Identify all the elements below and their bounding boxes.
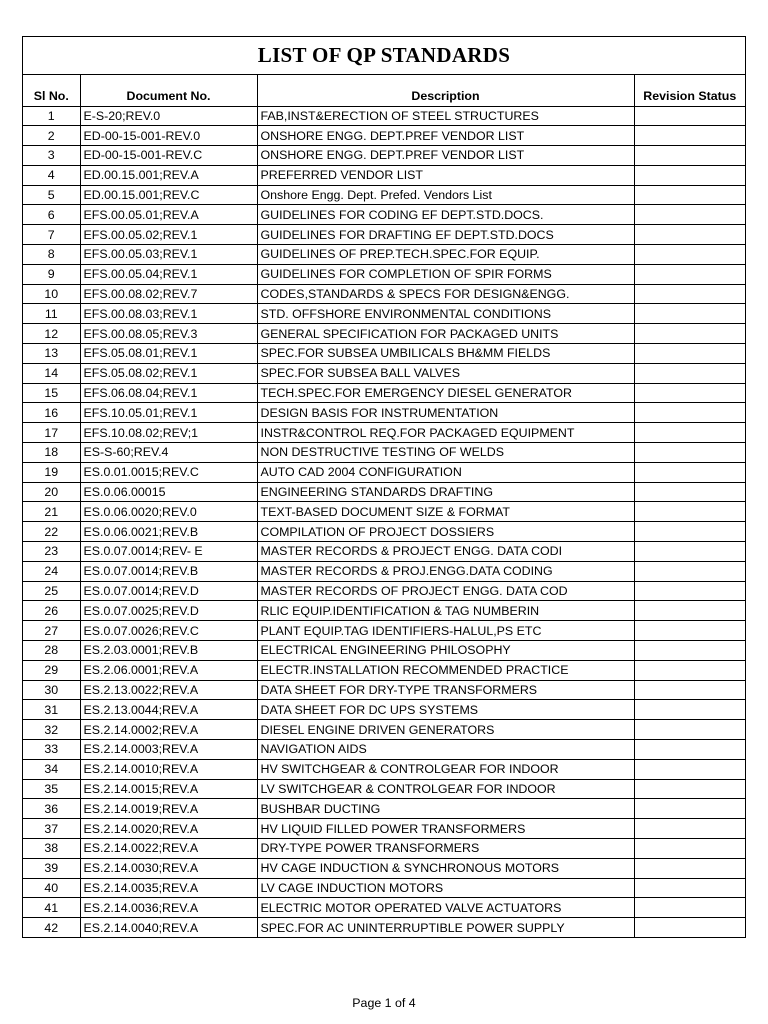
revision-status-cell (634, 165, 745, 185)
description-cell: ONSHORE ENGG. DEPT.PREF VENDOR LIST (257, 126, 634, 146)
document-no-cell: ES.2.13.0044;REV.A (80, 700, 257, 720)
document-no-cell: ES.2.14.0030;REV.A (80, 858, 257, 878)
description-cell: DATA SHEET FOR DC UPS SYSTEMS (257, 700, 634, 720)
description-cell: INSTR&CONTROL REQ.FOR PACKAGED EQUIPMENT (257, 423, 634, 443)
table-row (23, 660, 745, 680)
revision-status-cell (634, 304, 745, 324)
revision-status-cell (634, 363, 745, 383)
revision-status-cell (634, 462, 745, 482)
description-cell: ELECTRIC MOTOR OPERATED VALVE ACTUATORS (257, 898, 634, 918)
header-revision-status: Revision Status (634, 75, 745, 106)
document-no-cell: EFS.10.05.01;REV.1 (80, 403, 257, 423)
document-no-cell: ES.2.06.0001;REV.A (80, 660, 257, 680)
table-row (23, 304, 745, 324)
sl-no-cell: 12 (23, 324, 80, 344)
sl-no-cell: 39 (23, 858, 80, 878)
document-no-cell: EFS.00.05.04;REV.1 (80, 264, 257, 284)
description-cell: LV CAGE INDUCTION MOTORS (257, 878, 634, 898)
document-no-cell: ED.00.15.001;REV.A (80, 165, 257, 185)
description-cell: LV SWITCHGEAR & CONTROLGEAR FOR INDOOR (257, 779, 634, 799)
revision-status-cell (634, 799, 745, 819)
sl-no-cell: 28 (23, 641, 80, 661)
table-row (23, 641, 745, 661)
document-no-cell: ES.0.06.00015 (80, 482, 257, 502)
table-row (23, 581, 745, 601)
table-row (23, 165, 745, 185)
revision-status-cell (634, 205, 745, 225)
description-cell: DESIGN BASIS FOR INSTRUMENTATION (257, 403, 634, 423)
revision-status-cell (634, 522, 745, 542)
revision-status-cell (634, 264, 745, 284)
table-row (23, 898, 745, 918)
table-row (23, 799, 745, 819)
revision-status-cell (634, 700, 745, 720)
table-row (23, 146, 745, 166)
revision-status-cell (634, 878, 745, 898)
document-no-cell: ES.2.13.0022;REV.A (80, 680, 257, 700)
description-cell: Onshore Engg. Dept. Prefed. Vendors List (257, 185, 634, 205)
document-no-cell: EFS.00.08.03;REV.1 (80, 304, 257, 324)
sl-no-cell: 15 (23, 383, 80, 403)
table-row (23, 858, 745, 878)
document-no-cell: ES.0.07.0014;REV.D (80, 581, 257, 601)
document-no-cell: ES-S-60;REV.4 (80, 443, 257, 463)
revision-status-cell (634, 344, 745, 364)
revision-status-cell (634, 858, 745, 878)
document-no-cell: EFS.05.08.01;REV.1 (80, 344, 257, 364)
table-row (23, 383, 745, 403)
revision-status-cell (634, 126, 745, 146)
revision-status-cell (634, 225, 745, 245)
sl-no-cell: 25 (23, 581, 80, 601)
description-cell: STD. OFFSHORE ENVIRONMENTAL CONDITIONS (257, 304, 634, 324)
revision-status-cell (634, 898, 745, 918)
description-cell: COMPILATION OF PROJECT DOSSIERS (257, 522, 634, 542)
document-no-cell: ES.2.14.0010;REV.A (80, 759, 257, 779)
description-cell: PREFERRED VENDOR LIST (257, 165, 634, 185)
document-no-cell: EFS.05.08.02;REV.1 (80, 363, 257, 383)
description-cell: ELECTRICAL ENGINEERING PHILOSOPHY (257, 641, 634, 661)
description-cell: GENERAL SPECIFICATION FOR PACKAGED UNITS (257, 324, 634, 344)
table-row (23, 205, 745, 225)
document-no-cell: ES.2.14.0003;REV.A (80, 740, 257, 760)
revision-status-cell (634, 542, 745, 562)
document-no-cell: ES.2.14.0002;REV.A (80, 720, 257, 740)
page-footer: Page 1 of 4 (352, 996, 416, 1010)
table-row (23, 819, 745, 839)
header-sl-no: Sl No. (23, 75, 80, 106)
table-row (23, 601, 745, 621)
sl-no-cell: 3 (23, 146, 80, 166)
table-row (23, 482, 745, 502)
description-cell: TEXT-BASED DOCUMENT SIZE & FORMAT (257, 502, 634, 522)
table-row (23, 443, 745, 463)
sl-no-cell: 27 (23, 621, 80, 641)
description-cell: AUTO CAD 2004 CONFIGURATION (257, 462, 634, 482)
revision-status-cell (634, 819, 745, 839)
revision-status-cell (634, 185, 745, 205)
document-no-cell: ES.2.14.0036;REV.A (80, 898, 257, 918)
table-row (23, 284, 745, 304)
sl-no-cell: 10 (23, 284, 80, 304)
document-no-cell: ES.0.06.0021;REV.B (80, 522, 257, 542)
table-body (23, 106, 745, 937)
description-cell: GUIDELINES FOR COMPLETION OF SPIR FORMS (257, 264, 634, 284)
table-row (23, 621, 745, 641)
table-row (23, 423, 745, 443)
sl-no-cell: 37 (23, 819, 80, 839)
description-cell: GUIDELINES OF PREP.TECH.SPEC.FOR EQUIP. (257, 245, 634, 265)
description-cell: DRY-TYPE POWER TRANSFORMERS (257, 838, 634, 858)
sl-no-cell: 40 (23, 878, 80, 898)
document-no-cell: EFS.00.08.05;REV.3 (80, 324, 257, 344)
revision-status-cell (634, 838, 745, 858)
revision-status-cell (634, 680, 745, 700)
sl-no-cell: 4 (23, 165, 80, 185)
sl-no-cell: 7 (23, 225, 80, 245)
standards-table (23, 75, 745, 937)
table-row (23, 363, 745, 383)
table-row (23, 106, 745, 126)
table-row (23, 245, 745, 265)
table-row (23, 185, 745, 205)
table-row (23, 720, 745, 740)
table-header-row (23, 75, 745, 106)
table-row (23, 838, 745, 858)
revision-status-cell (634, 581, 745, 601)
document-no-cell: ES.2.14.0019;REV.A (80, 799, 257, 819)
table-row (23, 264, 745, 284)
sl-no-cell: 8 (23, 245, 80, 265)
revision-status-cell (634, 403, 745, 423)
document-no-cell: ES.2.14.0035;REV.A (80, 878, 257, 898)
sl-no-cell: 26 (23, 601, 80, 621)
document-no-cell: ES.0.01.0015;REV.C (80, 462, 257, 482)
table-row (23, 522, 745, 542)
sl-no-cell: 16 (23, 403, 80, 423)
description-cell: SPEC.FOR SUBSEA BALL VALVES (257, 363, 634, 383)
revision-status-cell (634, 482, 745, 502)
revision-status-cell (634, 502, 745, 522)
sl-no-cell: 13 (23, 344, 80, 364)
document-no-cell: ED-00-15-001-REV.C (80, 146, 257, 166)
sl-no-cell: 11 (23, 304, 80, 324)
description-cell: HV LIQUID FILLED POWER TRANSFORMERS (257, 819, 634, 839)
sl-no-cell: 24 (23, 561, 80, 581)
table-row (23, 502, 745, 522)
description-cell: RLIC EQUIP.IDENTIFICATION & TAG NUMBERIN (257, 601, 634, 621)
description-cell: DIESEL ENGINE DRIVEN GENERATORS (257, 720, 634, 740)
header-document-no: Document No. (80, 75, 257, 106)
revision-status-cell (634, 561, 745, 581)
description-cell: MASTER RECORDS & PROJECT ENGG. DATA CODI (257, 542, 634, 562)
sl-no-cell: 2 (23, 126, 80, 146)
description-cell: DATA SHEET FOR DRY-TYPE TRANSFORMERS (257, 680, 634, 700)
document-no-cell: ES.2.14.0040;REV.A (80, 918, 257, 938)
sl-no-cell: 6 (23, 205, 80, 225)
sl-no-cell: 23 (23, 542, 80, 562)
revision-status-cell (634, 284, 745, 304)
description-cell: SPEC.FOR AC UNINTERRUPTIBLE POWER SUPPLY (257, 918, 634, 938)
description-cell: ONSHORE ENGG. DEPT.PREF VENDOR LIST (257, 146, 634, 166)
description-cell: MASTER RECORDS & PROJ.ENGG.DATA CODING (257, 561, 634, 581)
description-cell: TECH.SPEC.FOR EMERGENCY DIESEL GENERATOR (257, 383, 634, 403)
document-no-cell: ES.0.06.0020;REV.0 (80, 502, 257, 522)
sl-no-cell: 21 (23, 502, 80, 522)
table-row (23, 700, 745, 720)
sl-no-cell: 29 (23, 660, 80, 680)
description-cell: NAVIGATION AIDS (257, 740, 634, 760)
table-row (23, 344, 745, 364)
revision-status-cell (634, 443, 745, 463)
revision-status-cell (634, 779, 745, 799)
document-no-cell: E-S-20;REV.0 (80, 106, 257, 126)
revision-status-cell (634, 245, 745, 265)
sl-no-cell: 1 (23, 106, 80, 126)
table-row (23, 462, 745, 482)
description-cell: CODES,STANDARDS & SPECS FOR DESIGN&ENGG. (257, 284, 634, 304)
sl-no-cell: 38 (23, 838, 80, 858)
document-no-cell: EFS.00.05.02;REV.1 (80, 225, 257, 245)
description-cell: GUIDELINES FOR DRAFTING EF DEPT.STD.DOCS (257, 225, 634, 245)
description-cell: MASTER RECORDS OF PROJECT ENGG. DATA COD (257, 581, 634, 601)
revision-status-cell (634, 641, 745, 661)
revision-status-cell (634, 660, 745, 680)
sl-no-cell: 9 (23, 264, 80, 284)
table-row (23, 561, 745, 581)
sl-no-cell: 17 (23, 423, 80, 443)
document-no-cell: ED-00-15-001-REV.0 (80, 126, 257, 146)
document-no-cell: ES.0.07.0014;REV.B (80, 561, 257, 581)
revision-status-cell (634, 383, 745, 403)
revision-status-cell (634, 740, 745, 760)
document-no-cell: EFS.00.05.03;REV.1 (80, 245, 257, 265)
sl-no-cell: 5 (23, 185, 80, 205)
description-cell: GUIDELINES FOR CODING EF DEPT.STD.DOCS. (257, 205, 634, 225)
document-no-cell: ED.00.15.001;REV.C (80, 185, 257, 205)
description-cell: NON DESTRUCTIVE TESTING OF WELDS (257, 443, 634, 463)
revision-status-cell (634, 621, 745, 641)
document-no-cell: EFS.00.08.02;REV.7 (80, 284, 257, 304)
document-no-cell: EFS.10.08.02;REV;1 (80, 423, 257, 443)
table-row (23, 680, 745, 700)
sl-no-cell: 30 (23, 680, 80, 700)
sl-no-cell: 20 (23, 482, 80, 502)
description-cell: ENGINEERING STANDARDS DRAFTING (257, 482, 634, 502)
document-no-cell: ES.0.07.0014;REV- E (80, 542, 257, 562)
sl-no-cell: 18 (23, 443, 80, 463)
table-row (23, 918, 745, 938)
document-no-cell: EFS.06.08.04;REV.1 (80, 383, 257, 403)
document-no-cell: ES.0.07.0026;REV.C (80, 621, 257, 641)
sl-no-cell: 36 (23, 799, 80, 819)
document-no-cell: ES.2.14.0022;REV.A (80, 838, 257, 858)
document-no-cell: ES.2.14.0015;REV.A (80, 779, 257, 799)
table-row (23, 324, 745, 344)
description-cell: HV SWITCHGEAR & CONTROLGEAR FOR INDOOR (257, 759, 634, 779)
revision-status-cell (634, 720, 745, 740)
document-no-cell: ES.0.07.0025;REV.D (80, 601, 257, 621)
revision-status-cell (634, 324, 745, 344)
sl-no-cell: 33 (23, 740, 80, 760)
document-title: LIST OF QP STANDARDS (23, 37, 745, 75)
table-row (23, 740, 745, 760)
revision-status-cell (634, 146, 745, 166)
sl-no-cell: 14 (23, 363, 80, 383)
sl-no-cell: 31 (23, 700, 80, 720)
description-cell: BUSHBAR DUCTING (257, 799, 634, 819)
description-cell: HV CAGE INDUCTION & SYNCHRONOUS MOTORS (257, 858, 634, 878)
description-cell: FAB,INST&ERECTION OF STEEL STRUCTURES (257, 106, 634, 126)
sl-no-cell: 19 (23, 462, 80, 482)
revision-status-cell (634, 423, 745, 443)
sl-no-cell: 41 (23, 898, 80, 918)
sl-no-cell: 42 (23, 918, 80, 938)
sl-no-cell: 32 (23, 720, 80, 740)
revision-status-cell (634, 601, 745, 621)
table-row (23, 542, 745, 562)
table-row (23, 779, 745, 799)
revision-status-cell (634, 759, 745, 779)
table-row (23, 759, 745, 779)
description-cell: SPEC.FOR SUBSEA UMBILICALS BH&MM FIELDS (257, 344, 634, 364)
table-row (23, 126, 745, 146)
sl-no-cell: 35 (23, 779, 80, 799)
sl-no-cell: 34 (23, 759, 80, 779)
table-row (23, 403, 745, 423)
description-cell: ELECTR.INSTALLATION RECOMMENDED PRACTICE (257, 660, 634, 680)
standards-list-sheet (22, 36, 746, 938)
document-no-cell: ES.2.14.0020;REV.A (80, 819, 257, 839)
document-no-cell: ES.2.03.0001;REV.B (80, 641, 257, 661)
table-row (23, 878, 745, 898)
table-row (23, 225, 745, 245)
document-no-cell: EFS.00.05.01;REV.A (80, 205, 257, 225)
sl-no-cell: 22 (23, 522, 80, 542)
description-cell: PLANT EQUIP.TAG IDENTIFIERS-HALUL,PS ETC (257, 621, 634, 641)
revision-status-cell (634, 918, 745, 938)
header-description: Description (257, 75, 634, 106)
revision-status-cell (634, 106, 745, 126)
